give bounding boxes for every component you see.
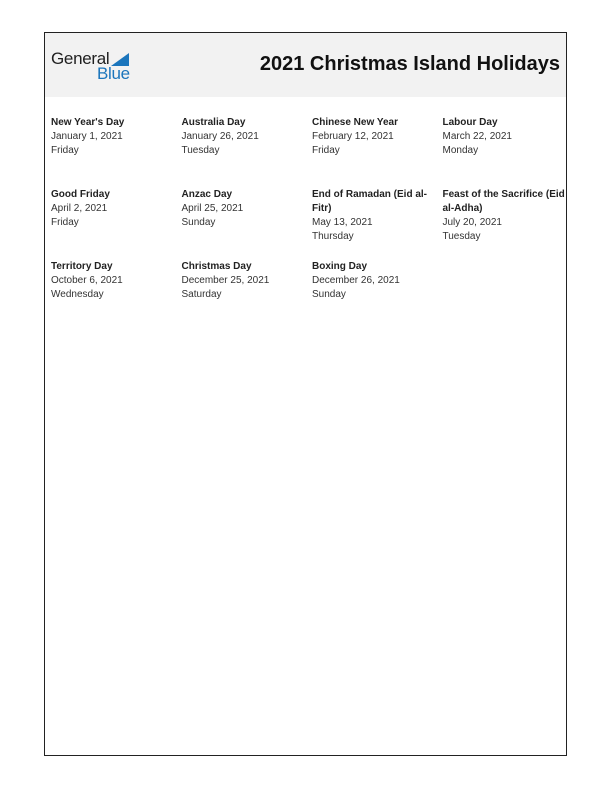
holiday-weekday: Tuesday xyxy=(442,231,481,242)
holiday-item xyxy=(182,260,313,332)
holiday-name: Christmas Day xyxy=(181,261,252,272)
holiday-item xyxy=(312,260,443,332)
holiday-row xyxy=(51,188,563,260)
holiday-item xyxy=(182,188,313,260)
holiday-weekday: Saturday xyxy=(181,289,222,300)
holiday-date: July 20, 2021 xyxy=(442,217,502,228)
holiday-row xyxy=(51,260,563,332)
holiday-date: February 12, 2021 xyxy=(312,131,394,142)
holiday-grid xyxy=(51,116,563,332)
holiday-date: October 6, 2021 xyxy=(51,275,123,286)
logo-general-text: General xyxy=(51,49,110,68)
holiday-item xyxy=(443,188,574,260)
holiday-weekday: Friday xyxy=(51,145,79,156)
holiday-date: April 25, 2021 xyxy=(181,203,244,214)
holiday-weekday: Sunday xyxy=(312,289,346,300)
holiday-item xyxy=(443,116,574,188)
holiday-item xyxy=(312,188,443,260)
logo xyxy=(51,49,141,83)
logo-blue-text: Blue xyxy=(97,64,130,83)
holiday-date: April 2, 2021 xyxy=(51,203,108,214)
holiday-weekday: Wednesday xyxy=(51,289,104,300)
holiday-name: Territory Day xyxy=(51,261,113,272)
holiday-weekday: Tuesday xyxy=(181,145,220,156)
holiday-date: January 1, 2021 xyxy=(51,131,123,142)
holiday-name: Good Friday xyxy=(51,189,110,200)
holiday-item xyxy=(51,188,182,260)
header xyxy=(45,33,566,97)
holiday-name: Chinese New Year xyxy=(312,117,398,128)
holiday-row xyxy=(51,116,563,188)
holiday-date: March 22, 2021 xyxy=(442,131,512,142)
holiday-name: Anzac Day xyxy=(181,189,233,200)
page-title: 2021 Christmas Island Holidays xyxy=(259,53,560,75)
holiday-item xyxy=(51,260,182,332)
holiday-item xyxy=(51,116,182,188)
holiday-name: Feast of the Sacrifice (Eid al-Adha) xyxy=(442,189,565,214)
holiday-name: End of Ramadan (Eid al-Fitr) xyxy=(312,189,428,214)
page-frame xyxy=(44,32,567,756)
holiday-date: December 25, 2021 xyxy=(181,275,270,286)
holiday-name: Australia Day xyxy=(181,117,246,128)
holiday-date: May 13, 2021 xyxy=(312,217,373,228)
holiday-weekday: Friday xyxy=(51,217,79,228)
holiday-item xyxy=(182,116,313,188)
holiday-weekday: Monday xyxy=(442,145,479,156)
holiday-date: December 26, 2021 xyxy=(312,275,400,286)
holiday-date: January 26, 2021 xyxy=(181,131,259,142)
holiday-name: Labour Day xyxy=(442,117,498,128)
holiday-item xyxy=(312,116,443,188)
holiday-weekday: Friday xyxy=(312,145,340,156)
holiday-weekday: Thursday xyxy=(312,231,354,242)
holiday-weekday: Sunday xyxy=(181,217,216,228)
holiday-name: New Year's Day xyxy=(51,117,125,128)
holiday-name: Boxing Day xyxy=(312,261,368,272)
